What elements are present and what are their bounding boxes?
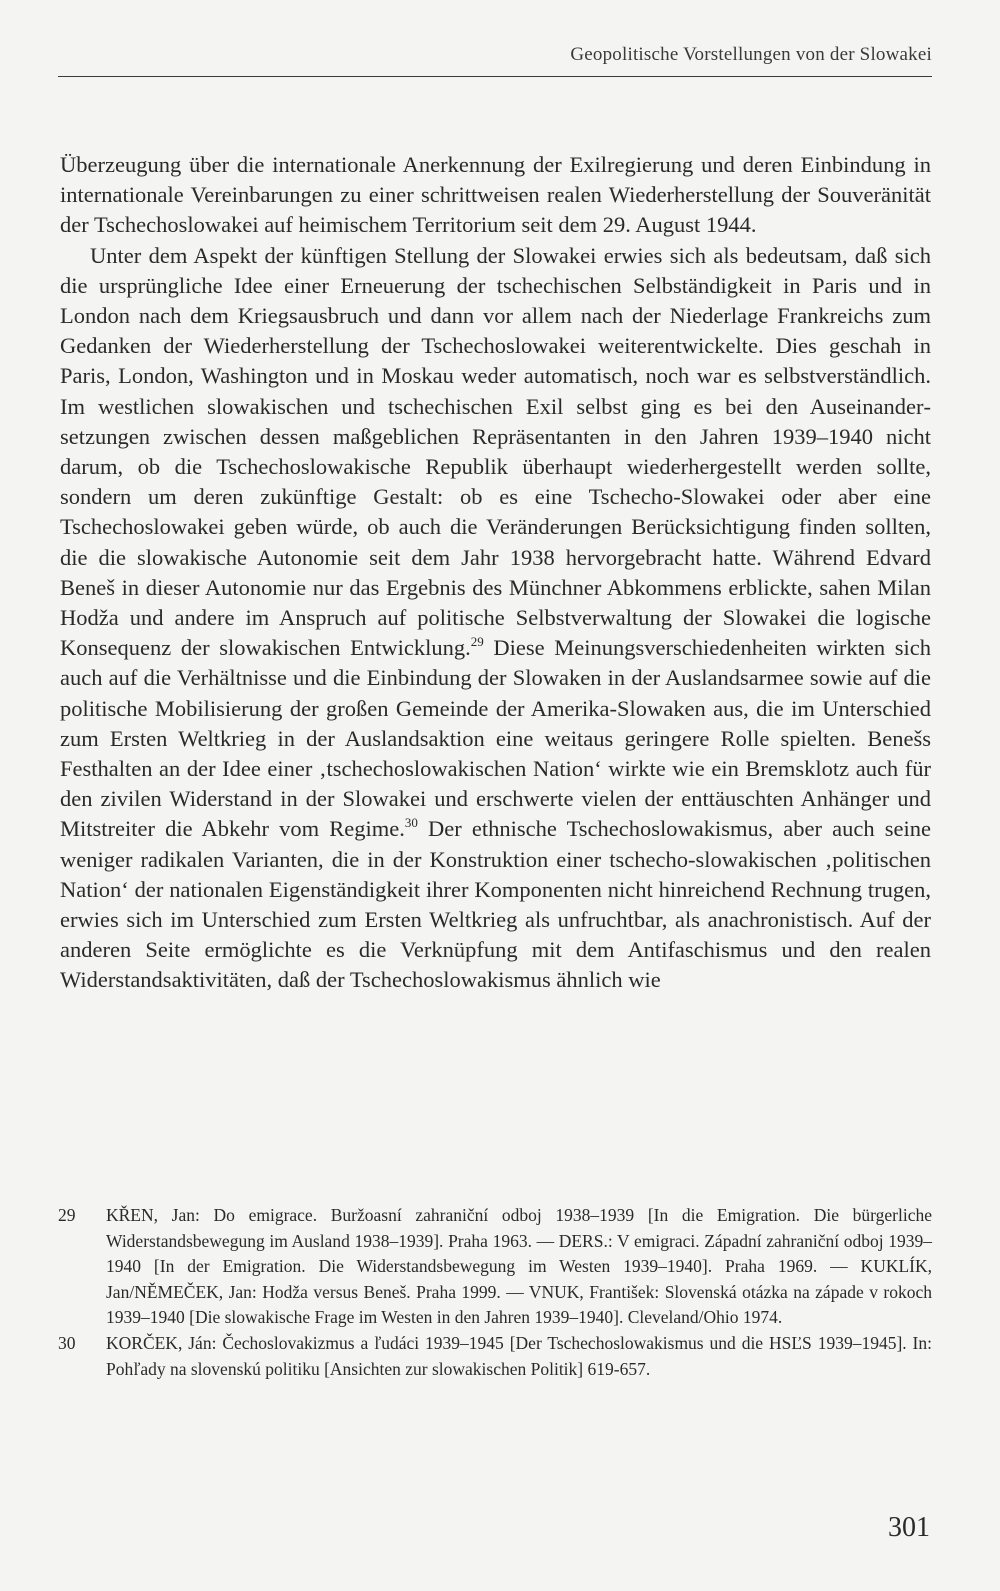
footnote-text: KORČEK, Ján: Čechoslovakizmus a ľudáci 1939–1945 [Der Tschechoslowakismus und die HSĽS 1939–1945]. In: Pohľady na slovenskú politiku [Ansichten zur slowakischen Politik] 619-657. (106, 1332, 932, 1379)
paragraph-2-part-1: Unter dem Aspekt der künftigen Stellung der Slowakei erwies sich als bedeutsam, daß sich die ursprüngliche Idee einer Erneuerung der tschechischen Selbständigkeit in Paris und in London nach dem Kriegsausbruch und dann vor allem nach der Niederlage Frankreichs zum Gedanken der Wiederherstellung der Tschechoslowakei weiterentwickelte. Dies geschah in Paris, London, Washington und in Moskau weder automatisch, noch war es selbstverständlich. Im westlichen slowakischen und tschechischen Exil selbst ging es bei den Auseinandersetzungen zwischen dessen maßgeblichen Repräsentanten in den Jahren 1939–1940 nicht darum, ob die Tschechoslowakische Republik überhaupt wiederhergestellt werden sollte, sondern um deren zukünftige Gestalt: ob es eine Tschecho-Slowakei oder aber eine Tschechoslowakei geben würde, ob auch die Veränderungen Berücksichtigung finden sollten, die die slowakische Autonomie seit dem Jahr 1938 hervorgebracht hatte. Während Edvard Beneš in dieser Autonomie nur das Ergebnis des Münchner Abkommens erblickte, sahen Milan Hodža und andere im Anspruch auf politische Selbstverwaltung der Slowakei die logische Konsequenz der slowakischen Entwicklung. (60, 242, 931, 661)
paragraph-2 (60, 241, 931, 996)
footnote-29 (58, 1203, 932, 1331)
paragraph-1: Überzeugung über die internationale Anerkennung der Exilregierung und deren Einbindung in internationale Vereinbarungen zu einer schrittweisen realen Wiederherstellung der Souveränität der Tschechoslowakei auf heimischem Territorium seit dem 29. August 1944. (60, 152, 931, 238)
footnote-30 (58, 1331, 932, 1382)
page-number: 301 (888, 1512, 930, 1543)
paragraph-2-part-2: Diese Meinungsverschiedenheiten wirkten sich auch auf die Verhältnisse und die Einbindung der Slowaken in der Auslandsarmee sowie auf die politische Mobilisierung der großen Gemeinde der Amerika-Slowaken aus, die im Unterschied zum Ersten Weltkrieg in der Auslandsaktion eine weitaus geringere Rolle spielten. Benešs Festhalten an der Idee einer ‚tschechoslowakischen Nation‘ wirkte wie ein Bremsklotz auch für den zivilen Widerstand in der Slowakei und erschwerte vielen der enttäuschten Anhänger und Mitstreiter die Abkehr vom Regime. (60, 635, 931, 842)
footnote-ref-29[interactable]: 29 (470, 634, 484, 650)
running-head: Geopolitische Vorstellungen von der Slowakei (570, 44, 932, 65)
footnote-number: 29 (58, 1205, 76, 1225)
footnote-number: 30 (58, 1332, 76, 1353)
footnote-text: KŘEN, Jan: Do emigrace. Buržoasní zahraniční odboj 1938–1939 [In die Emigration. Die bürgerliche Widerstandsbewegung im Ausland 1938–1939]. Praha 1963. — DERS.: V emigraci. Západní zahraniční odboj 1939–1940 [In der Emigration. Die Widerstandsbewegung im Westen 1939–1940]. Praha 1969. — KUKLÍK, Jan/NĚMEČEK, Jan: Hodža versus Beneš. Praha 1999. — VNUK, František: Slovenská otázka na západe v rokoch 1939–1940 [Die slowakische Frage im Westen in den Jahren 1939–1940]. Cleveland/Ohio 1974. (106, 1205, 932, 1328)
paragraph-2-part-3: Der ethnische Tschechoslowakismus, aber auch seine weniger radikalen Varianten, die in der Konstruktion einer tschecho-slowakischen ‚politischen Nation‘ der nationalen Eigenständigkeit ihrer Komponenten nicht hinreichend Rechnung trugen, erwies sich im Unterschied zum Ersten Weltkrieg als unfruchtbar, als anachronistisch. Auf der anderen Seite ermöglichte es die Verknüpfung mit dem Antifaschismus und den realen Widerstandsaktivitäten, daß der Tschechoslowakismus ähnlich wie (60, 816, 932, 993)
footnote-ref-30[interactable]: 30 (404, 815, 418, 831)
body-text (60, 150, 931, 996)
footnotes (58, 1203, 932, 1382)
header-rule (58, 76, 932, 77)
